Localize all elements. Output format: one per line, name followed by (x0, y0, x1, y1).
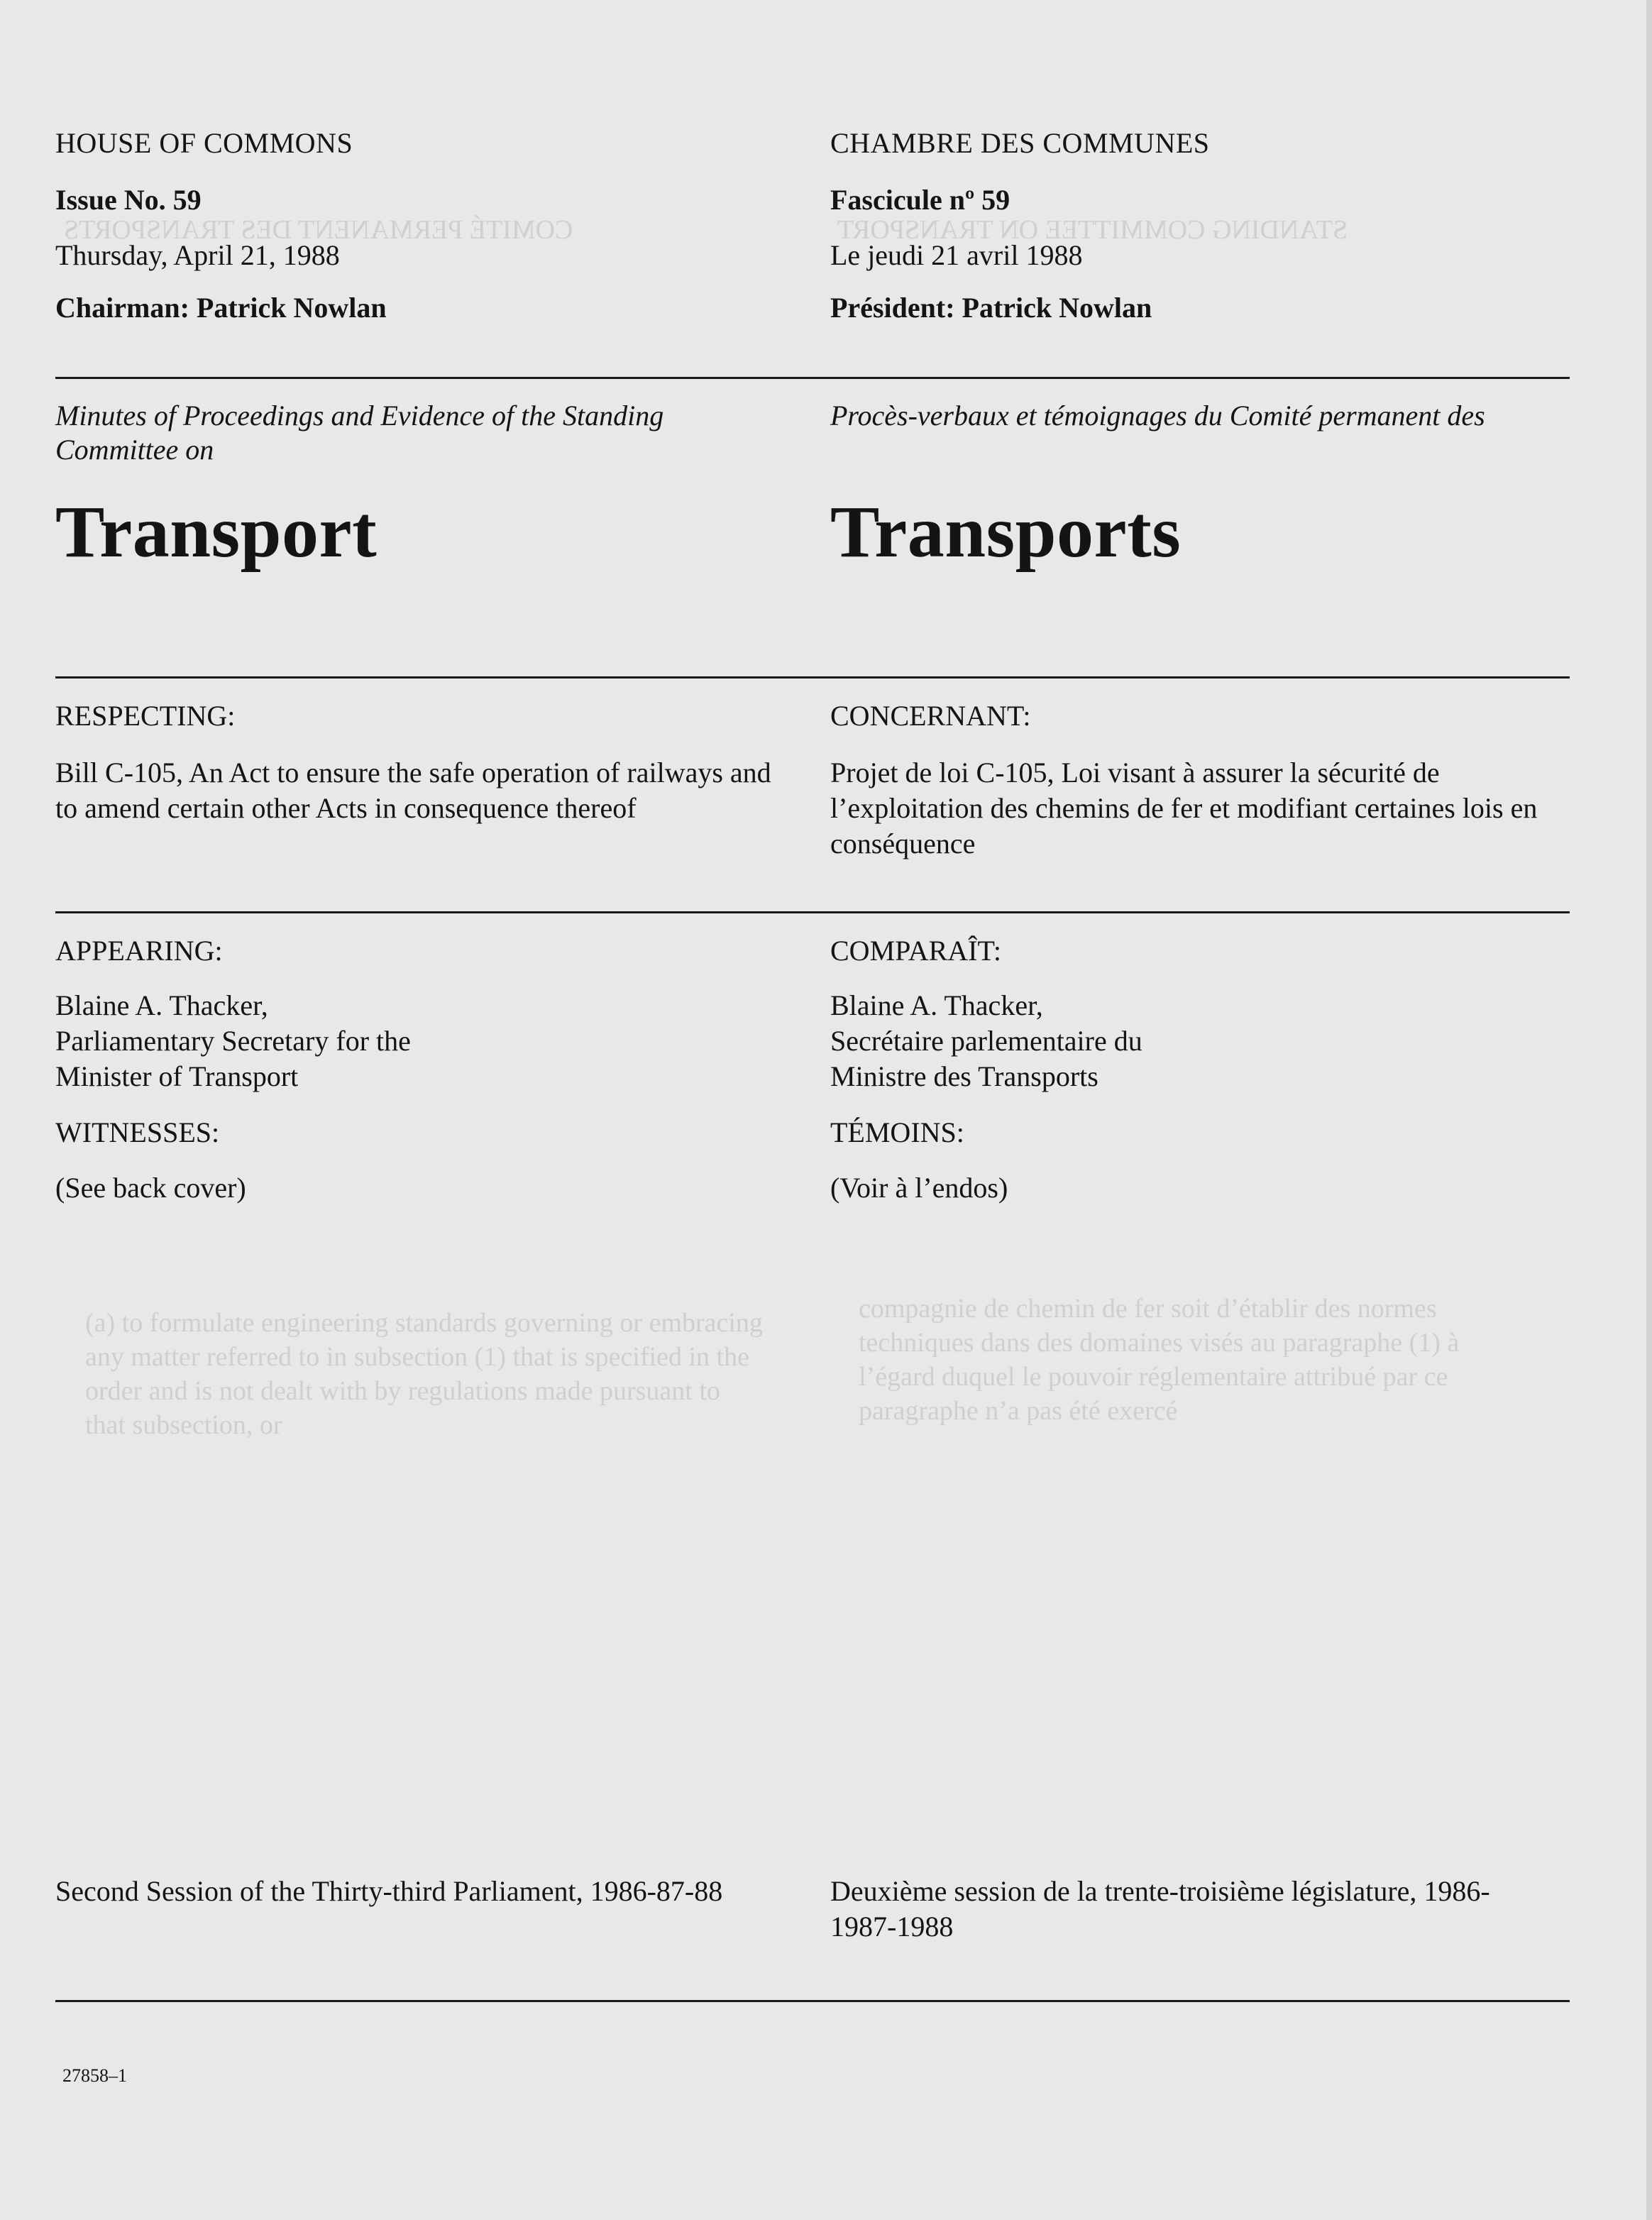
chairman: Chairman: Patrick Nowlan (55, 292, 387, 324)
comparait-heading: COMPARAÎT: (830, 935, 1002, 967)
house-of-commons-heading: HOUSE OF COMMONS (55, 127, 353, 159)
fascicule-date: Le jeudi 21 avril 1988 (830, 239, 1083, 271)
comparait-role-line-2: Ministre des Transports (830, 1060, 1098, 1092)
bleed-through-text: (a) to formulate engineering standards governing or embracing any matter referred to in subsection (1) that is specified in the order and is not dealt with by regulations made pursuant to that subsection, or (85, 1308, 763, 1440)
divider-rule (55, 676, 1570, 678)
divider-rule (55, 377, 1570, 379)
comparait-person (830, 988, 1540, 1094)
respecting-heading: RESPECTING: (55, 700, 236, 732)
comparait-role-line-1: Secrétaire parlementaire du (830, 1025, 1142, 1057)
divider-rule (55, 911, 1570, 913)
comite-title: Transports (830, 491, 1182, 573)
temoins-note: (Voir à l’endos) (830, 1172, 1008, 1204)
bleed-through-text: COMITÉ PERMANENT DES TRANSPORTS (64, 215, 573, 245)
appearing-name: Blaine A. Thacker, (55, 989, 268, 1021)
witnesses-heading: WITNESSES: (55, 1116, 220, 1148)
appearing-role-line-1: Parliamentary Secretary for the (55, 1025, 411, 1057)
comparait-name: Blaine A. Thacker, (830, 989, 1043, 1021)
projet-de-loi-description: Projet de loi C-105, Loi visant à assurer la sécurité de l’exploitation des chemins de fer et modifiant certaines lois en conséquence (830, 757, 1538, 859)
concernant-heading: CONCERNANT: (830, 700, 1031, 732)
appearing-person (55, 988, 765, 1094)
president: Président: Patrick Nowlan (830, 292, 1152, 324)
committee-title: Transport (55, 491, 378, 573)
scan-edge (1646, 0, 1652, 2220)
witnesses-note: (See back cover) (55, 1172, 246, 1204)
appearing-heading: APPEARING: (55, 935, 223, 967)
bill-description: Bill C-105, An Act to ensure the safe operation of railways and to amend certain other Acts in consequence thereof (55, 757, 771, 824)
parliament-session: Second Session of the Thirty-third Parliament, 1986-87-88 (55, 1875, 723, 1907)
print-code: 27858–1 (62, 2065, 127, 2086)
fascicule-number: Fascicule nº 59 (830, 184, 1011, 216)
issue-date: Thursday, April 21, 1988 (55, 239, 340, 271)
bleed-through-text: compagnie de chemin de fer soit d’établir des normes techniques dans des domaines visés au paragraphe (1) à l’égard duquel le pouvoir réglementaire attribué par ce paragraphe n’a pas été exercé (859, 1294, 1460, 1426)
minutes-subtitle: Minutes of Proceedings and Evidence of the Standing Committee on (55, 400, 664, 466)
proces-verbaux-subtitle: Procès-verbaux et témoignages du Comité permanent des (830, 400, 1485, 432)
legislature-session: Deuxième session de la trente-troisième législature, 1986-1987-1988 (830, 1875, 1490, 1942)
chambre-des-communes-heading: CHAMBRE DES COMMUNES (830, 127, 1210, 159)
appearing-role-line-2: Minister of Transport (55, 1060, 299, 1092)
issue-number: Issue No. 59 (55, 184, 202, 216)
bleed-through-text: STANDING COMMITTEE ON TRANSPORT (837, 215, 1348, 245)
temoins-heading: TÉMOINS: (830, 1116, 964, 1148)
divider-rule (55, 2000, 1570, 2002)
